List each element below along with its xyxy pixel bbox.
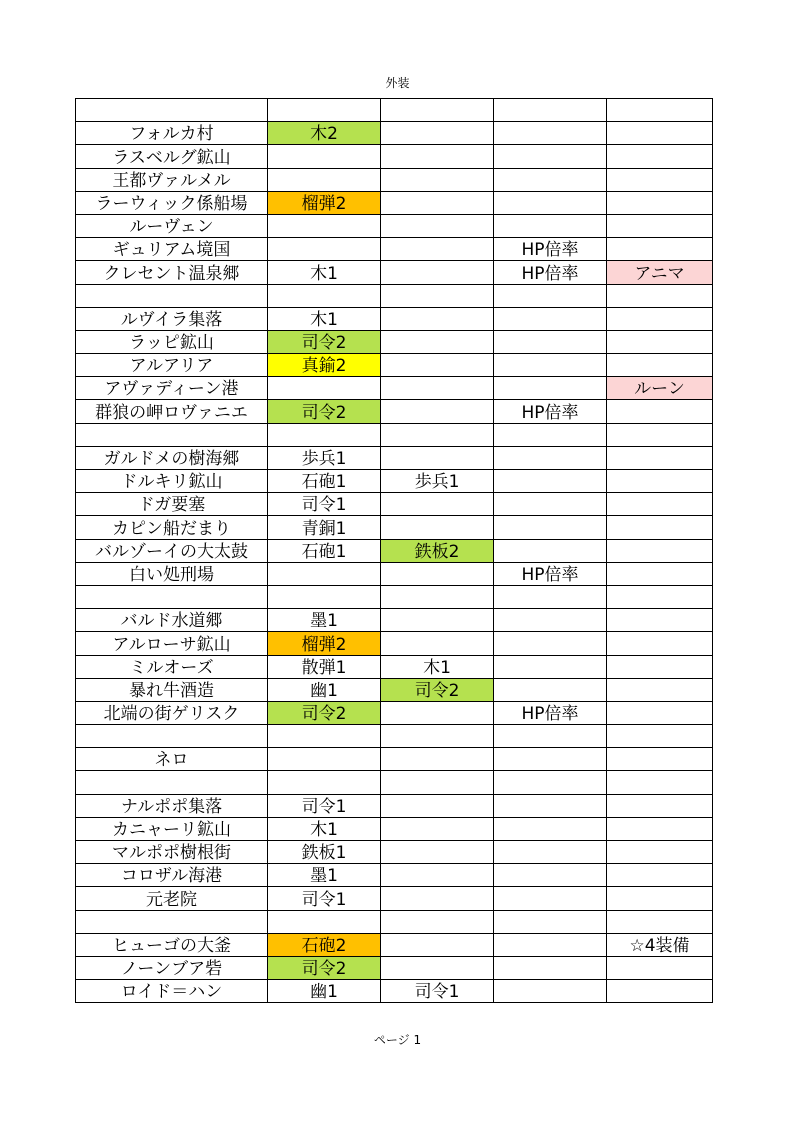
- table-cell: [381, 122, 494, 145]
- table-cell: [607, 168, 713, 191]
- table-cell: [607, 771, 713, 794]
- table-cell: 木1: [268, 307, 381, 330]
- location-name-cell: アルローサ鉱山: [76, 632, 268, 655]
- table-row: [76, 307, 713, 330]
- table-row: [76, 446, 713, 469]
- location-name-cell: ヒューゴの大釜: [76, 933, 268, 956]
- table-row: [76, 261, 713, 284]
- location-name-cell: [76, 99, 268, 122]
- table-cell: [607, 400, 713, 423]
- table-row: [76, 145, 713, 168]
- table-row: [76, 933, 713, 956]
- table-cell: [494, 887, 607, 910]
- table-cell: [268, 238, 381, 261]
- table-cell: ルーン: [607, 377, 713, 400]
- table-cell: [494, 655, 607, 678]
- page-footer: ページ 1: [373, 1033, 422, 1047]
- table-cell: 墨1: [268, 864, 381, 887]
- table-cell: [494, 794, 607, 817]
- location-name-cell: 白い処刑場: [76, 562, 268, 585]
- table-cell: 石砲2: [268, 933, 381, 956]
- table-cell: 青銅1: [268, 516, 381, 539]
- table-cell: [381, 168, 494, 191]
- table-cell: [268, 168, 381, 191]
- table-cell: [494, 377, 607, 400]
- table-cell: [494, 145, 607, 168]
- location-name-cell: 群狼の岬ロヴァニエ: [76, 400, 268, 423]
- table-cell: [607, 701, 713, 724]
- table-cell: [381, 214, 494, 237]
- table-cell: [381, 261, 494, 284]
- table-row: [76, 841, 713, 864]
- table-cell: [607, 122, 713, 145]
- location-name-cell: [76, 910, 268, 933]
- table-cell: [607, 145, 713, 168]
- table-cell: 歩兵1: [381, 470, 494, 493]
- table-cell: 司令2: [381, 678, 494, 701]
- table-row: [76, 330, 713, 353]
- page-header: 外装: [385, 76, 410, 90]
- table-cell: [494, 725, 607, 748]
- location-name-cell: ラスベルグ鉱山: [76, 145, 268, 168]
- table-cell: [494, 493, 607, 516]
- table-cell: [494, 99, 607, 122]
- table-cell: [607, 887, 713, 910]
- table-cell: [607, 354, 713, 377]
- table-row: [76, 238, 713, 261]
- table-row: [76, 678, 713, 701]
- table-row: [76, 539, 713, 562]
- table-cell: [268, 284, 381, 307]
- location-name-cell: ギュリアム境国: [76, 238, 268, 261]
- table-cell: 司令2: [268, 956, 381, 979]
- table-cell: [607, 516, 713, 539]
- table-cell: [268, 771, 381, 794]
- location-name-cell: 暴れ牛酒造: [76, 678, 268, 701]
- table-cell: [381, 887, 494, 910]
- table-cell: 木2: [268, 122, 381, 145]
- table-cell: [381, 771, 494, 794]
- spreadsheet-table: [75, 98, 713, 1003]
- table-cell: [607, 238, 713, 261]
- table-row: [76, 956, 713, 979]
- table-row: [76, 655, 713, 678]
- location-name-cell: ミルオーズ: [76, 655, 268, 678]
- table-cell: 司令2: [268, 400, 381, 423]
- table-cell: [381, 423, 494, 446]
- location-name-cell: バルド水道郷: [76, 609, 268, 632]
- table-cell: [607, 864, 713, 887]
- table-cell: [607, 678, 713, 701]
- location-name-cell: [76, 284, 268, 307]
- table-cell: [494, 841, 607, 864]
- table-cell: [494, 168, 607, 191]
- location-name-cell: 北端の街ゲリスク: [76, 701, 268, 724]
- table-row: [76, 423, 713, 446]
- location-name-cell: 元老院: [76, 887, 268, 910]
- location-name-cell: コロザル海港: [76, 864, 268, 887]
- table-cell: [607, 307, 713, 330]
- table-cell: [607, 910, 713, 933]
- table-cell: [494, 956, 607, 979]
- table-cell: [494, 864, 607, 887]
- table-cell: [607, 539, 713, 562]
- table-cell: 木1: [268, 261, 381, 284]
- table-cell: [381, 609, 494, 632]
- table-row: [76, 400, 713, 423]
- location-name-cell: ロイド＝ハン: [76, 980, 268, 1003]
- table-row: [76, 725, 713, 748]
- location-name-cell: ノーンブア砦: [76, 956, 268, 979]
- table-cell: [381, 191, 494, 214]
- table-cell: [494, 354, 607, 377]
- table-cell: [494, 516, 607, 539]
- table-cell: [381, 632, 494, 655]
- table-cell: [607, 330, 713, 353]
- table-cell: [607, 99, 713, 122]
- table-row: [76, 910, 713, 933]
- table-cell: [381, 933, 494, 956]
- table-cell: [607, 817, 713, 840]
- location-name-cell: ルーヴェン: [76, 214, 268, 237]
- table-cell: [381, 307, 494, 330]
- table-row: [76, 354, 713, 377]
- table-cell: [494, 446, 607, 469]
- table-cell: ☆4装備: [607, 933, 713, 956]
- table-row: [76, 562, 713, 585]
- table-cell: [607, 725, 713, 748]
- location-name-cell: ラッピ鉱山: [76, 330, 268, 353]
- table-row: [76, 748, 713, 771]
- table-cell: [494, 748, 607, 771]
- location-name-cell: アヴァディーン港: [76, 377, 268, 400]
- table-cell: [494, 910, 607, 933]
- location-name-cell: ドルキリ鉱山: [76, 470, 268, 493]
- table-cell: [607, 562, 713, 585]
- table-cell: [494, 122, 607, 145]
- table-cell: [268, 910, 381, 933]
- table-row: [76, 771, 713, 794]
- location-name-cell: ラーウィック係船場: [76, 191, 268, 214]
- table-row: [76, 887, 713, 910]
- table-row: [76, 585, 713, 608]
- table-row: [76, 470, 713, 493]
- table-cell: [494, 632, 607, 655]
- table-row: [76, 214, 713, 237]
- table-cell: [607, 841, 713, 864]
- table-cell: [381, 748, 494, 771]
- table-cell: [381, 99, 494, 122]
- table-cell: [381, 377, 494, 400]
- table-row: [76, 817, 713, 840]
- table-row: [76, 609, 713, 632]
- location-name-cell: アルアリア: [76, 354, 268, 377]
- table-cell: 榴弾2: [268, 632, 381, 655]
- table-row: [76, 284, 713, 307]
- table-cell: [268, 562, 381, 585]
- location-name-cell: ガルドメの樹海郷: [76, 446, 268, 469]
- table-cell: HP倍率: [494, 261, 607, 284]
- table-cell: [381, 446, 494, 469]
- table-cell: 墨1: [268, 609, 381, 632]
- table-cell: 鉄板1: [268, 841, 381, 864]
- table-cell: [381, 956, 494, 979]
- table-cell: [268, 145, 381, 168]
- table-row: [76, 701, 713, 724]
- table-cell: [494, 284, 607, 307]
- location-name-cell: [76, 725, 268, 748]
- location-name-cell: カニャーリ鉱山: [76, 817, 268, 840]
- location-name-cell: ドガ要塞: [76, 493, 268, 516]
- table-cell: アニマ: [607, 261, 713, 284]
- table-cell: [494, 214, 607, 237]
- location-name-cell: カピン船だまり: [76, 516, 268, 539]
- table-cell: [607, 956, 713, 979]
- table-row: [76, 191, 713, 214]
- table-cell: [381, 354, 494, 377]
- table-cell: [494, 470, 607, 493]
- spreadsheet-body: [76, 99, 713, 1003]
- table-row: [76, 122, 713, 145]
- table-cell: [381, 330, 494, 353]
- table-cell: 幽1: [268, 980, 381, 1003]
- table-cell: HP倍率: [494, 562, 607, 585]
- table-cell: 司令2: [268, 701, 381, 724]
- table-cell: [381, 910, 494, 933]
- table-row: [76, 864, 713, 887]
- table-cell: [607, 794, 713, 817]
- table-cell: [494, 585, 607, 608]
- table-cell: [268, 748, 381, 771]
- table-row: [76, 377, 713, 400]
- table-cell: 司令2: [268, 330, 381, 353]
- table-cell: [268, 214, 381, 237]
- table-cell: 木1: [381, 655, 494, 678]
- table-cell: 司令1: [268, 493, 381, 516]
- table-cell: [268, 99, 381, 122]
- location-name-cell: フォルカ村: [76, 122, 268, 145]
- table-cell: [607, 609, 713, 632]
- table-cell: [381, 238, 494, 261]
- table-cell: [607, 470, 713, 493]
- table-cell: [494, 191, 607, 214]
- table-cell: [607, 632, 713, 655]
- table-cell: 鉄板2: [381, 539, 494, 562]
- location-name-cell: クレセント温泉郷: [76, 261, 268, 284]
- table-cell: [381, 400, 494, 423]
- table-cell: [381, 284, 494, 307]
- table-cell: [494, 933, 607, 956]
- table-cell: [381, 817, 494, 840]
- table-cell: [494, 980, 607, 1003]
- table-row: [76, 99, 713, 122]
- location-name-cell: [76, 771, 268, 794]
- table-cell: [607, 423, 713, 446]
- table-row: [76, 632, 713, 655]
- table-cell: [381, 701, 494, 724]
- table-cell: [494, 609, 607, 632]
- table-cell: [607, 214, 713, 237]
- table-cell: [494, 817, 607, 840]
- table-cell: [494, 307, 607, 330]
- table-cell: [494, 539, 607, 562]
- table-cell: 司令1: [381, 980, 494, 1003]
- location-name-cell: ネロ: [76, 748, 268, 771]
- table-row: [76, 980, 713, 1003]
- table-cell: [607, 493, 713, 516]
- location-name-cell: マルポポ樹根街: [76, 841, 268, 864]
- table-cell: [607, 446, 713, 469]
- table-cell: [607, 980, 713, 1003]
- table-cell: [607, 655, 713, 678]
- location-name-cell: ナルポポ集落: [76, 794, 268, 817]
- table-cell: 木1: [268, 817, 381, 840]
- table-row: [76, 168, 713, 191]
- table-cell: 散弾1: [268, 655, 381, 678]
- table-cell: [381, 725, 494, 748]
- table-cell: [494, 330, 607, 353]
- table-row: [76, 493, 713, 516]
- table-cell: [381, 794, 494, 817]
- table-cell: [494, 423, 607, 446]
- table-cell: [494, 771, 607, 794]
- table-cell: HP倍率: [494, 238, 607, 261]
- table-cell: HP倍率: [494, 400, 607, 423]
- table-cell: [268, 725, 381, 748]
- table-cell: 石砲1: [268, 539, 381, 562]
- table-row: [76, 794, 713, 817]
- table-cell: [494, 678, 607, 701]
- table-cell: 石砲1: [268, 470, 381, 493]
- table-cell: [381, 585, 494, 608]
- location-name-cell: バルゾーイの大太鼓: [76, 539, 268, 562]
- location-name-cell: ルヴイラ集落: [76, 307, 268, 330]
- table-cell: [381, 493, 494, 516]
- location-name-cell: 王都ヴァルメル: [76, 168, 268, 191]
- table-cell: [607, 191, 713, 214]
- table-cell: [381, 562, 494, 585]
- location-name-cell: [76, 423, 268, 446]
- table-cell: 榴弾2: [268, 191, 381, 214]
- table-cell: [268, 423, 381, 446]
- location-name-cell: [76, 585, 268, 608]
- table-cell: 歩兵1: [268, 446, 381, 469]
- table-cell: 司令1: [268, 794, 381, 817]
- table-cell: 司令1: [268, 887, 381, 910]
- table-cell: [268, 377, 381, 400]
- table-cell: 幽1: [268, 678, 381, 701]
- table-cell: [607, 748, 713, 771]
- table-cell: [381, 145, 494, 168]
- table-cell: [607, 585, 713, 608]
- table-cell: [268, 585, 381, 608]
- table-cell: HP倍率: [494, 701, 607, 724]
- table-cell: [381, 516, 494, 539]
- table-cell: [607, 284, 713, 307]
- table-cell: [381, 864, 494, 887]
- table-row: [76, 516, 713, 539]
- table-cell: 真鍮2: [268, 354, 381, 377]
- table-cell: [381, 841, 494, 864]
